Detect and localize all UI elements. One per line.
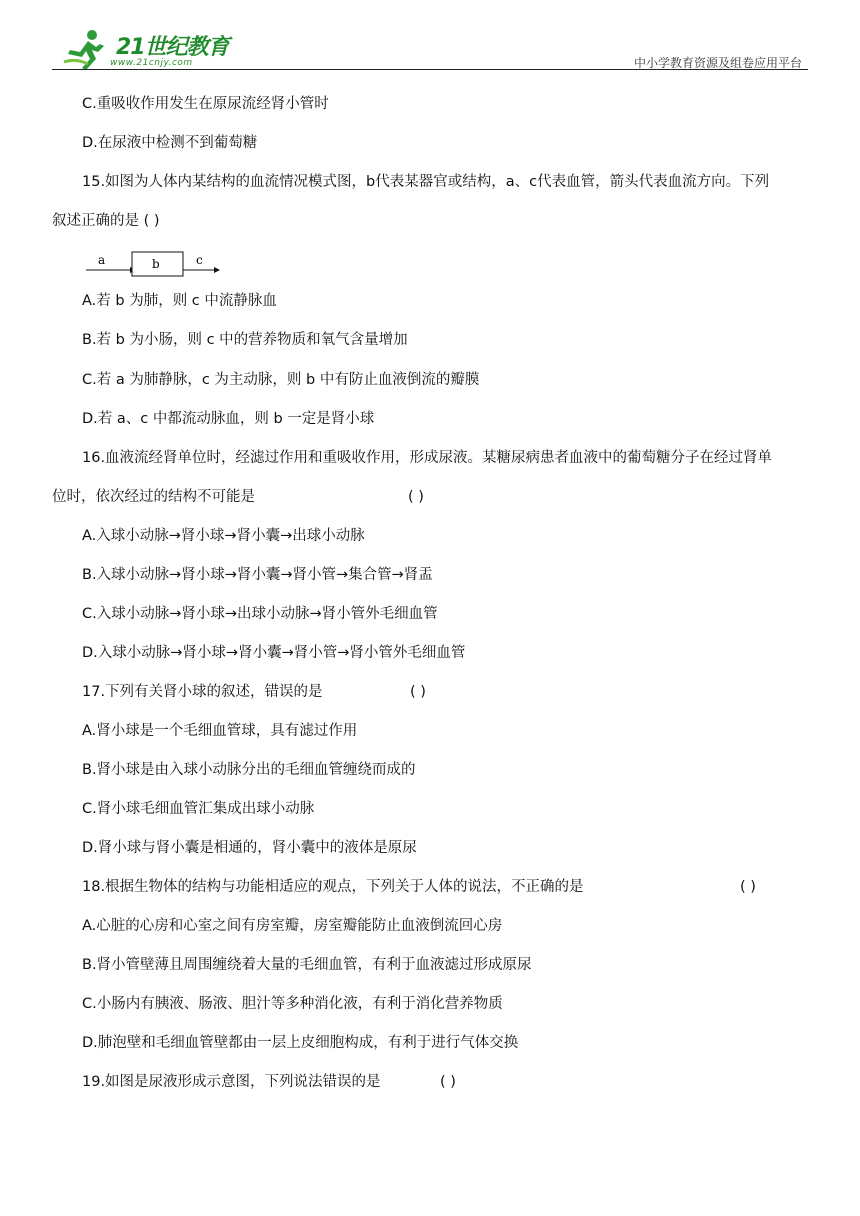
platform-text: 中小学教育资源及组卷应用平台 <box>633 56 802 70</box>
logo-url: www.21cnjy.com <box>110 58 193 68</box>
answer-bracket: ( ) <box>440 1074 456 1090</box>
question-15-stem: 15.如图为人体内某结构的血流情况模式图，b代表某器官或结构，a、c代表血管，箭头代表血流方向。下列 <box>82 174 770 190</box>
question-16-stem-cont: 位时，依次经过的结构不可能是 <box>52 489 255 505</box>
option: A.心脏的心房和心室之间有房室瓣，房室瓣能防止血液倒流回心房 <box>82 918 503 934</box>
question-15-stem-cont: 叙述正确的是 ( ) <box>52 213 160 229</box>
runner-logo-icon <box>62 28 112 72</box>
question-16-stem: 16.血液流经肾单位时，经滤过作用和重吸收作用，形成尿液。某糖尿病患者血液中的葡萄糖分子在经过肾单 <box>82 450 773 466</box>
option: A.若 b 为肺，则 c 中流静脉血 <box>82 293 277 309</box>
diagram-label-b: b <box>152 257 160 271</box>
option: B.入球小动脉→肾小球→肾小囊→肾小管→集合管→肾盂 <box>82 567 433 583</box>
option: B.肾小球是由入球小动脉分出的毛细血管缠绕而成的 <box>82 762 416 778</box>
option: A.肾小球是一个毛细血管球，具有滤过作用 <box>82 723 358 739</box>
option: B.肾小管壁薄且周围缠绕着大量的毛细血管，有利于血液滤过形成原尿 <box>82 957 532 973</box>
page-header <box>52 22 808 72</box>
text-line: C.重吸收作用发生在原尿流经肾小管时 <box>82 96 329 112</box>
option: C.若 a 为肺静脉，c 为主动脉，则 b 中有防止血液倒流的瓣膜 <box>82 372 480 388</box>
question-18-stem: 18.根据生物体的结构与功能相适应的观点，下列关于人体的说法，不正确的是 <box>82 879 584 895</box>
diagram-label-c: c <box>196 253 203 267</box>
option: D.肾小球与肾小囊是相通的，肾小囊中的液体是原尿 <box>82 840 417 856</box>
header-divider <box>52 69 808 70</box>
option: C.小肠内有胰液、肠液、胆汁等多种消化液，有利于消化营养物质 <box>82 996 503 1012</box>
option: D.肺泡壁和毛细血管壁都由一层上皮细胞构成，有利于进行气体交换 <box>82 1035 519 1051</box>
option: B.若 b 为小肠，则 c 中的营养物质和氧气含量增加 <box>82 332 408 348</box>
option: C.入球小动脉→肾小球→出球小动脉→肾小管外毛细血管 <box>82 606 438 622</box>
question-19-stem: 19.如图是尿液形成示意图，下列说法错误的是 <box>82 1074 381 1090</box>
text-line: D.在尿液中检测不到葡萄糖 <box>82 135 258 151</box>
question-17-stem: 17.下列有关肾小球的叙述，错误的是 <box>82 684 323 700</box>
option: D.若 a、c 中都流动脉血，则 b 一定是肾小球 <box>82 411 375 427</box>
option: C.肾小球毛细血管汇集成出球小动脉 <box>82 801 315 817</box>
option: D.入球小动脉→肾小球→肾小囊→肾小管→肾小管外毛细血管 <box>82 645 466 661</box>
blood-flow-diagram <box>86 244 226 280</box>
answer-bracket: ( ) <box>410 684 426 700</box>
logo-text: 21世纪教育 <box>116 35 229 60</box>
answer-bracket: ( ) <box>408 489 424 505</box>
logo <box>62 28 237 72</box>
diagram-label-a: a <box>98 253 106 267</box>
answer-bracket: ( ) <box>740 879 756 895</box>
option: A.入球小动脉→肾小球→肾小囊→出球小动脉 <box>82 528 365 544</box>
